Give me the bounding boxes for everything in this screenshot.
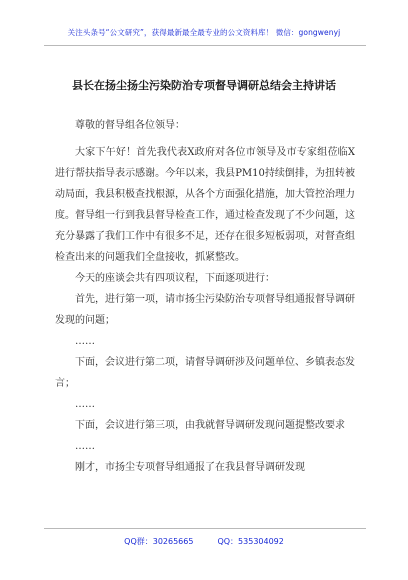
header-notice: 关注头条号“公文研究”，获得最新最全最专业的公文资料库！ 微信：gongwenyj: [67, 28, 341, 37]
paragraph-item-two: 下面，会议进行第二项，请督导调研涉及问题单位、乡镇表态发言；: [55, 357, 355, 389]
document-body: [55, 115, 355, 478]
paragraph-item-three: 下面，会议进行第三项，由我就督导调研发现问题提整改要求: [75, 420, 345, 431]
paragraph-opening: 大家下午好！首先我代表X政府对各位市领导及市专家组莅临X进行帮扶指导表示感谢。今年以来，我县PM10持续倒排，为扭转被动局面，我县积极查找根源，从各个方面强化措施，加大管控治理力度。督导组一行到我县督导检查工作，通过检查发现了不少问题，这充分暴露了我们工作中有很多不足，还存在很多短板弱项，对督查组检查出来的问题我们全盘接收，抓紧整改。: [55, 147, 355, 263]
document-title: 县长在扬尘扬尘污染防治专项督导调研总结会主持讲话: [72, 79, 336, 92]
salutation: 尊敬的督导组各位领导：: [75, 120, 185, 131]
ellipsis-three: ……: [75, 441, 95, 452]
header-divider: [44, 45, 366, 46]
footer-contact: [0, 536, 408, 547]
paragraph-closing: 刚才，市扬尘专项督导组通报了在我县督导调研发现: [75, 462, 305, 473]
ellipsis-one: ……: [75, 336, 95, 347]
footer-divider: [44, 528, 366, 529]
paragraph-item-one: 首先，进行第一项，请市扬尘污染防治专项督导组通报督导调研发现的问题；: [55, 294, 355, 326]
footer-qq-number: QQ：535304092: [217, 537, 284, 546]
paragraph-agenda-intro: 今天的座谈会共有四项议程，下面逐项进行：: [75, 273, 275, 284]
ellipsis-two: ……: [75, 399, 95, 410]
footer-qq-group: QQ群：30265665: [124, 537, 194, 546]
